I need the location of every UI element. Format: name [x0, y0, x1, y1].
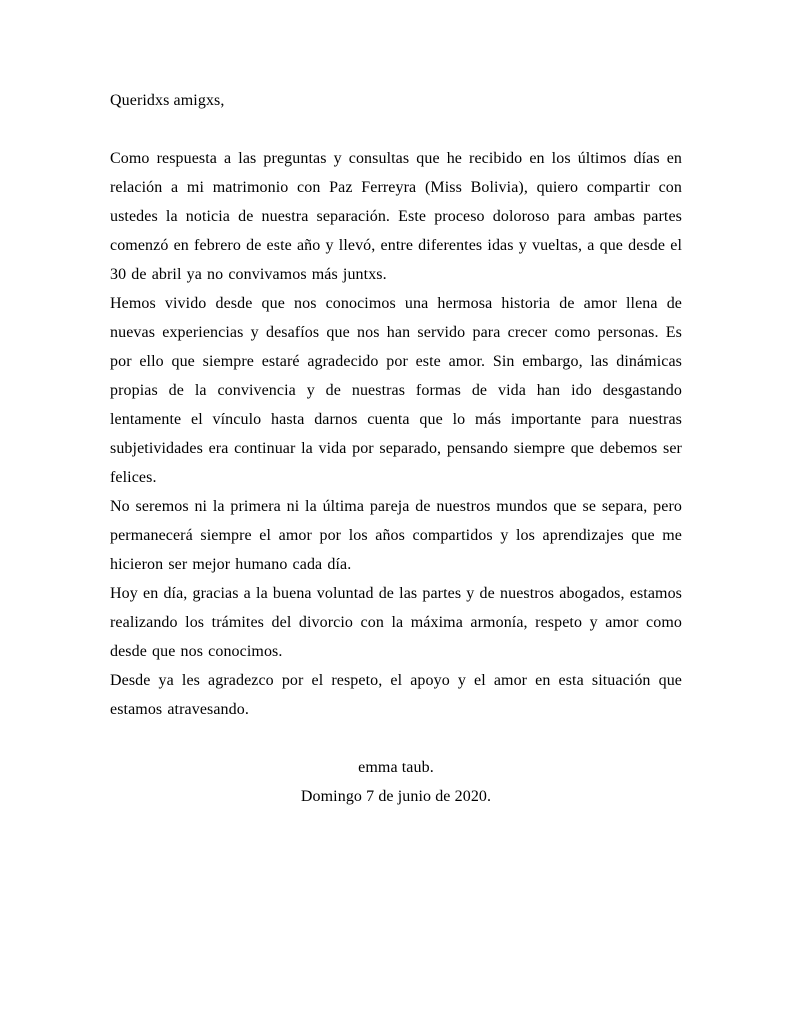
- salutation: Queridxs amigxs,: [110, 92, 225, 109]
- paragraph-separation-announcement: Como respuesta a las preguntas y consultas que he recibido en los últimos días en relación a mi matrimonio con Paz Ferreyra (Miss Bolivia), quiero compartir con ustedes la noticia de nuestra separación. Este proceso doloroso para ambas partes comenzó en febrero de este año y llevó, entre diferentes idas y vueltas, a que desde el 30 de abril ya no convivamos más juntxs.: [110, 150, 682, 283]
- paragraph-thanks: Desde ya les agradezco por el respeto, el apoyo y el amor en esta situación que estamos atravesando.: [110, 672, 682, 718]
- paragraph-love-story: Hemos vivido desde que nos conocimos una hermosa historia de amor llena de nuevas experiencias y desafíos que nos han servido para crecer como personas. Es por ello que siempre estaré agradecido por este amor. Sin embargo, las dinámicas propias de la convivencia y de nuestras formas de vida han ido desgastando lentamente el vínculo hasta darnos cuenta que lo más importante para nuestras subjetividades era continuar la vida por separado, pensando siempre que debemos ser felices.: [110, 295, 682, 486]
- paragraph-divorce-process: Hoy en día, gracias a la buena voluntad de las partes y de nuestros abogados, estamos realizando los trámites del divorcio con la máxima armonía, respeto y amor como desde que nos conocimos.: [110, 585, 682, 660]
- date-line: Domingo 7 de junio de 2020.: [300, 788, 492, 805]
- paragraph-not-first-couple: No seremos ni la primera ni la última pareja de nuestros mundos que se separa, pero permanecerá siempre el amor por los años compartidos y los aprendizajes que me hicieron ser mejor humano cada día.: [110, 498, 682, 573]
- signature: emma taub.: [358, 759, 434, 776]
- signature-block: [110, 753, 682, 811]
